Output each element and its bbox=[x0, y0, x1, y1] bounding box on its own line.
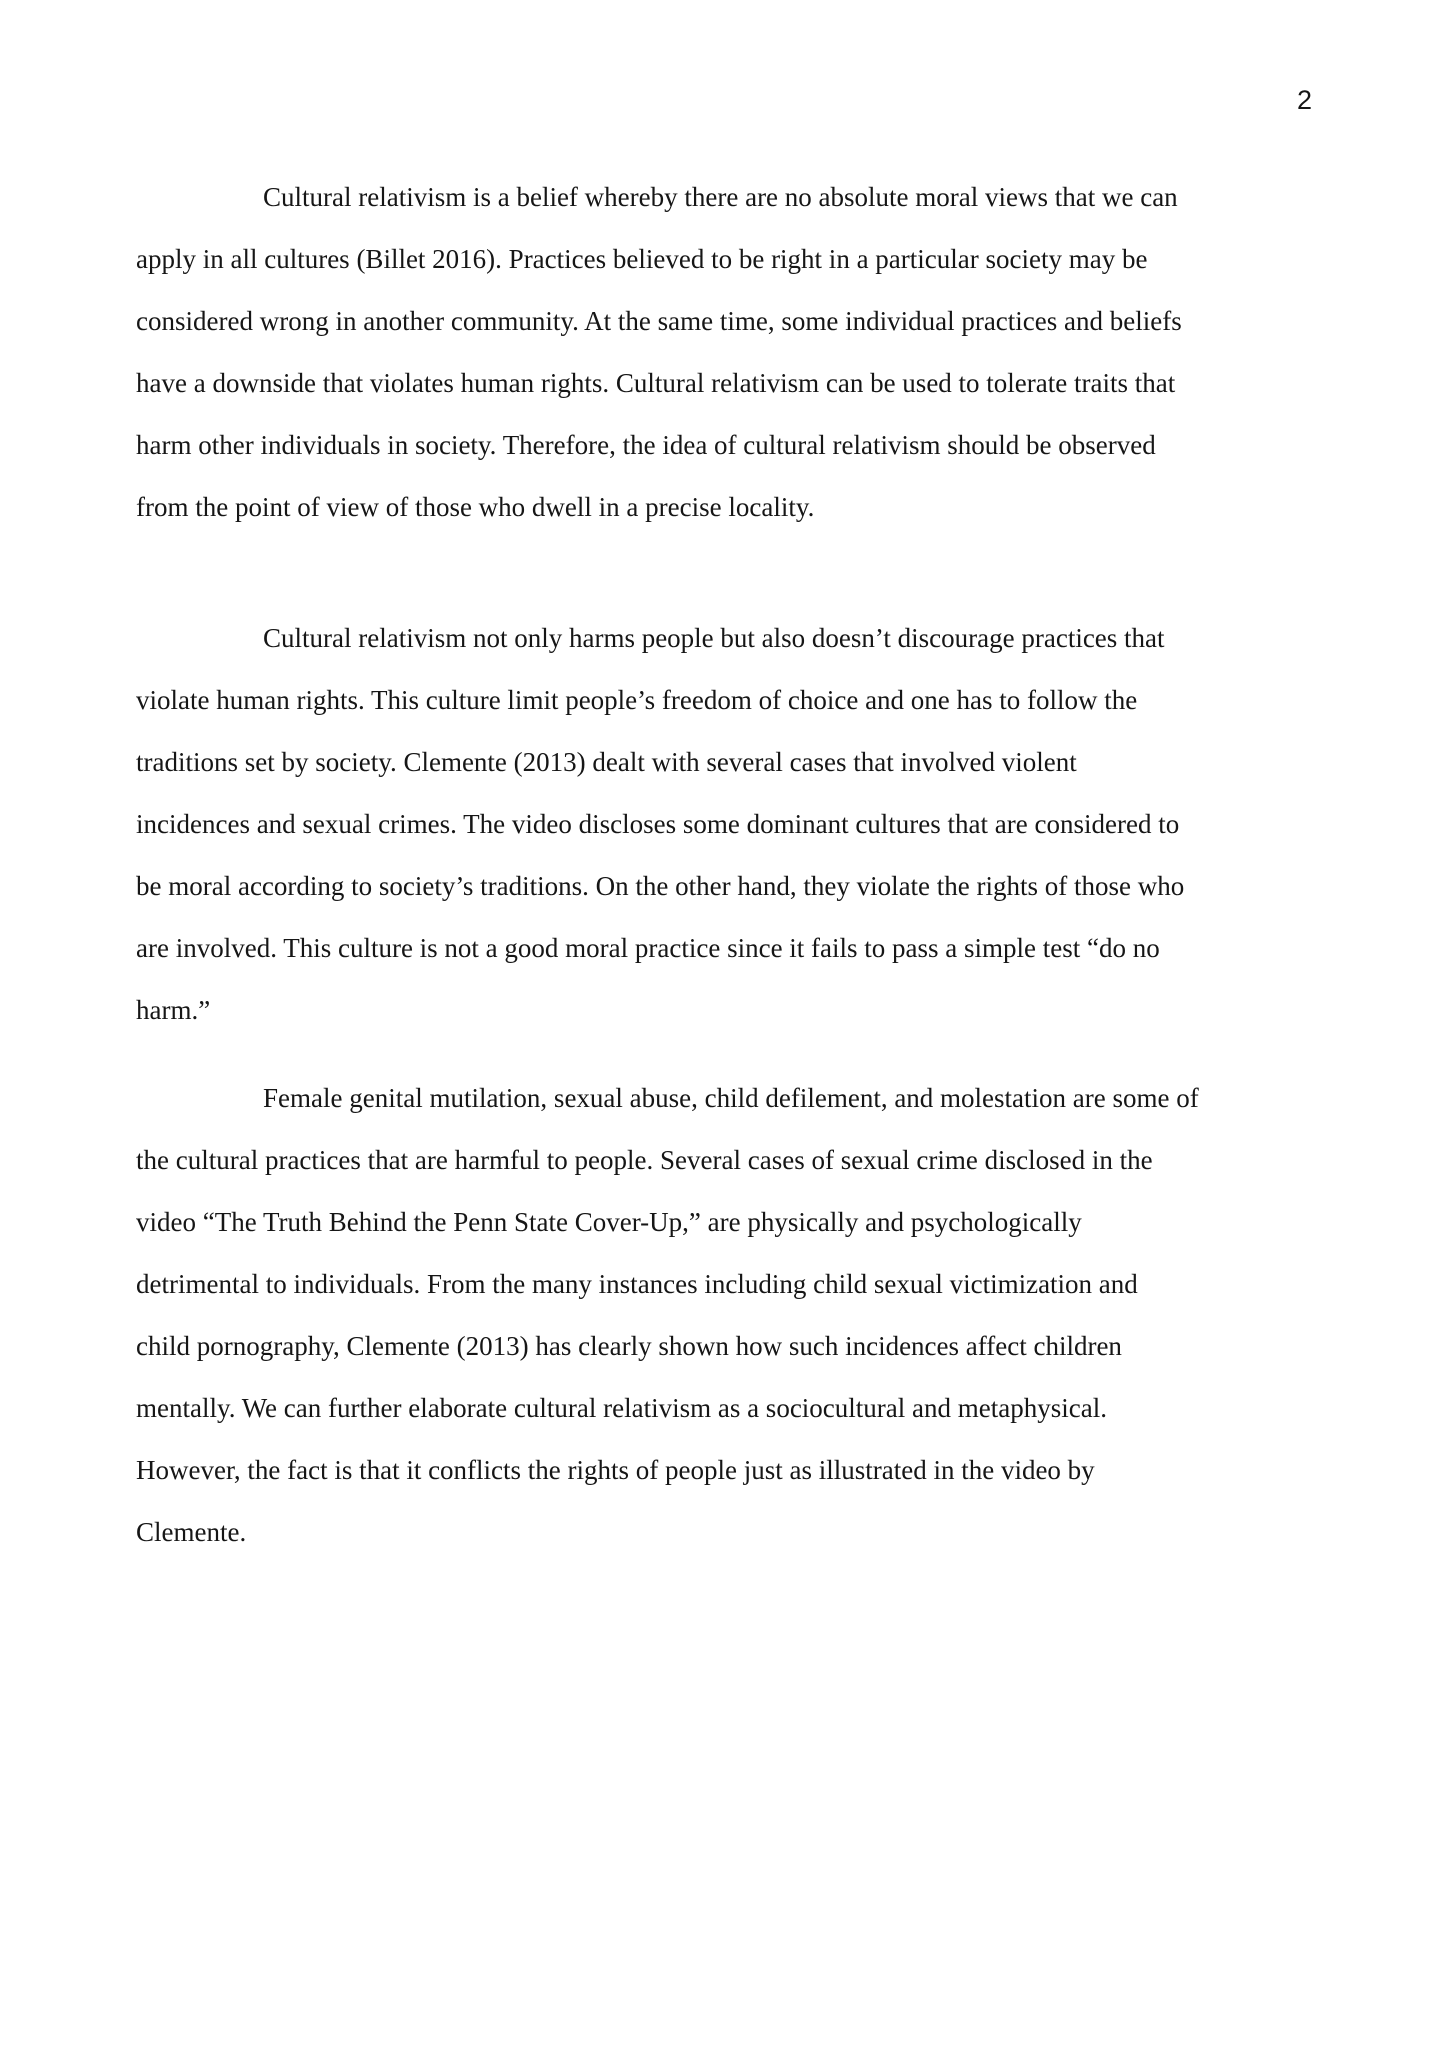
text-line: from the point of view of those who dwell in a precise locality. bbox=[136, 492, 815, 522]
page-number: 2 bbox=[1296, 85, 1312, 115]
text-line: harm other individuals in society. Therefore, the idea of cultural relativism should be observed bbox=[136, 430, 1156, 460]
text-line: harm.” bbox=[136, 995, 211, 1025]
text-line: be moral according to society’s traditions. On the other hand, they violate the rights of those who bbox=[136, 871, 1185, 901]
text-line: Clemente. bbox=[136, 1517, 247, 1547]
text-line: have a downside that violates human rights. Cultural relativism can be used to tolerate traits that bbox=[136, 368, 1176, 398]
text-line: video “The Truth Behind the Penn State Cover-Up,” are physically and psychologically bbox=[136, 1207, 1082, 1237]
text-line: the cultural practices that are harmful to people. Several cases of sexual crime disclosed in the bbox=[136, 1145, 1153, 1175]
text-line: violate human rights. This culture limit people’s freedom of choice and one has to follow the bbox=[136, 685, 1138, 715]
paragraph bbox=[136, 607, 1312, 1041]
essay-body bbox=[136, 166, 1312, 1563]
text-line: incidences and sexual crimes. The video discloses some dominant cultures that are considered to bbox=[136, 809, 1180, 839]
text-line: are involved. This culture is not a good moral practice since it fails to pass a simple test “do no bbox=[136, 933, 1160, 963]
text-line: However, the fact is that it conflicts the rights of people just as illustrated in the video by bbox=[136, 1455, 1095, 1485]
text-line: Female genital mutilation, sexual abuse, child defilement, and molestation are some of bbox=[263, 1083, 1199, 1113]
text-line: Cultural relativism is a belief whereby there are no absolute moral views that we can bbox=[263, 182, 1178, 212]
text-line: apply in all cultures (Billet 2016). Practices believed to be right in a particular society may be bbox=[136, 244, 1148, 274]
paragraph bbox=[136, 166, 1312, 538]
text-line: traditions set by society. Clemente (2013) dealt with several cases that involved violent bbox=[136, 747, 1077, 777]
text-line: detrimental to individuals. From the many instances including child sexual victimization and bbox=[136, 1269, 1138, 1299]
text-line: Cultural relativism not only harms people but also doesn’t discourage practices that bbox=[263, 623, 1165, 653]
text-line: considered wrong in another community. At the same time, some individual practices and beliefs bbox=[136, 306, 1182, 336]
text-line: child pornography, Clemente (2013) has clearly shown how such incidences affect children bbox=[136, 1331, 1122, 1361]
text-line: mentally. We can further elaborate cultural relativism as a sociocultural and metaphysical. bbox=[136, 1393, 1107, 1423]
paragraph bbox=[136, 1067, 1312, 1563]
